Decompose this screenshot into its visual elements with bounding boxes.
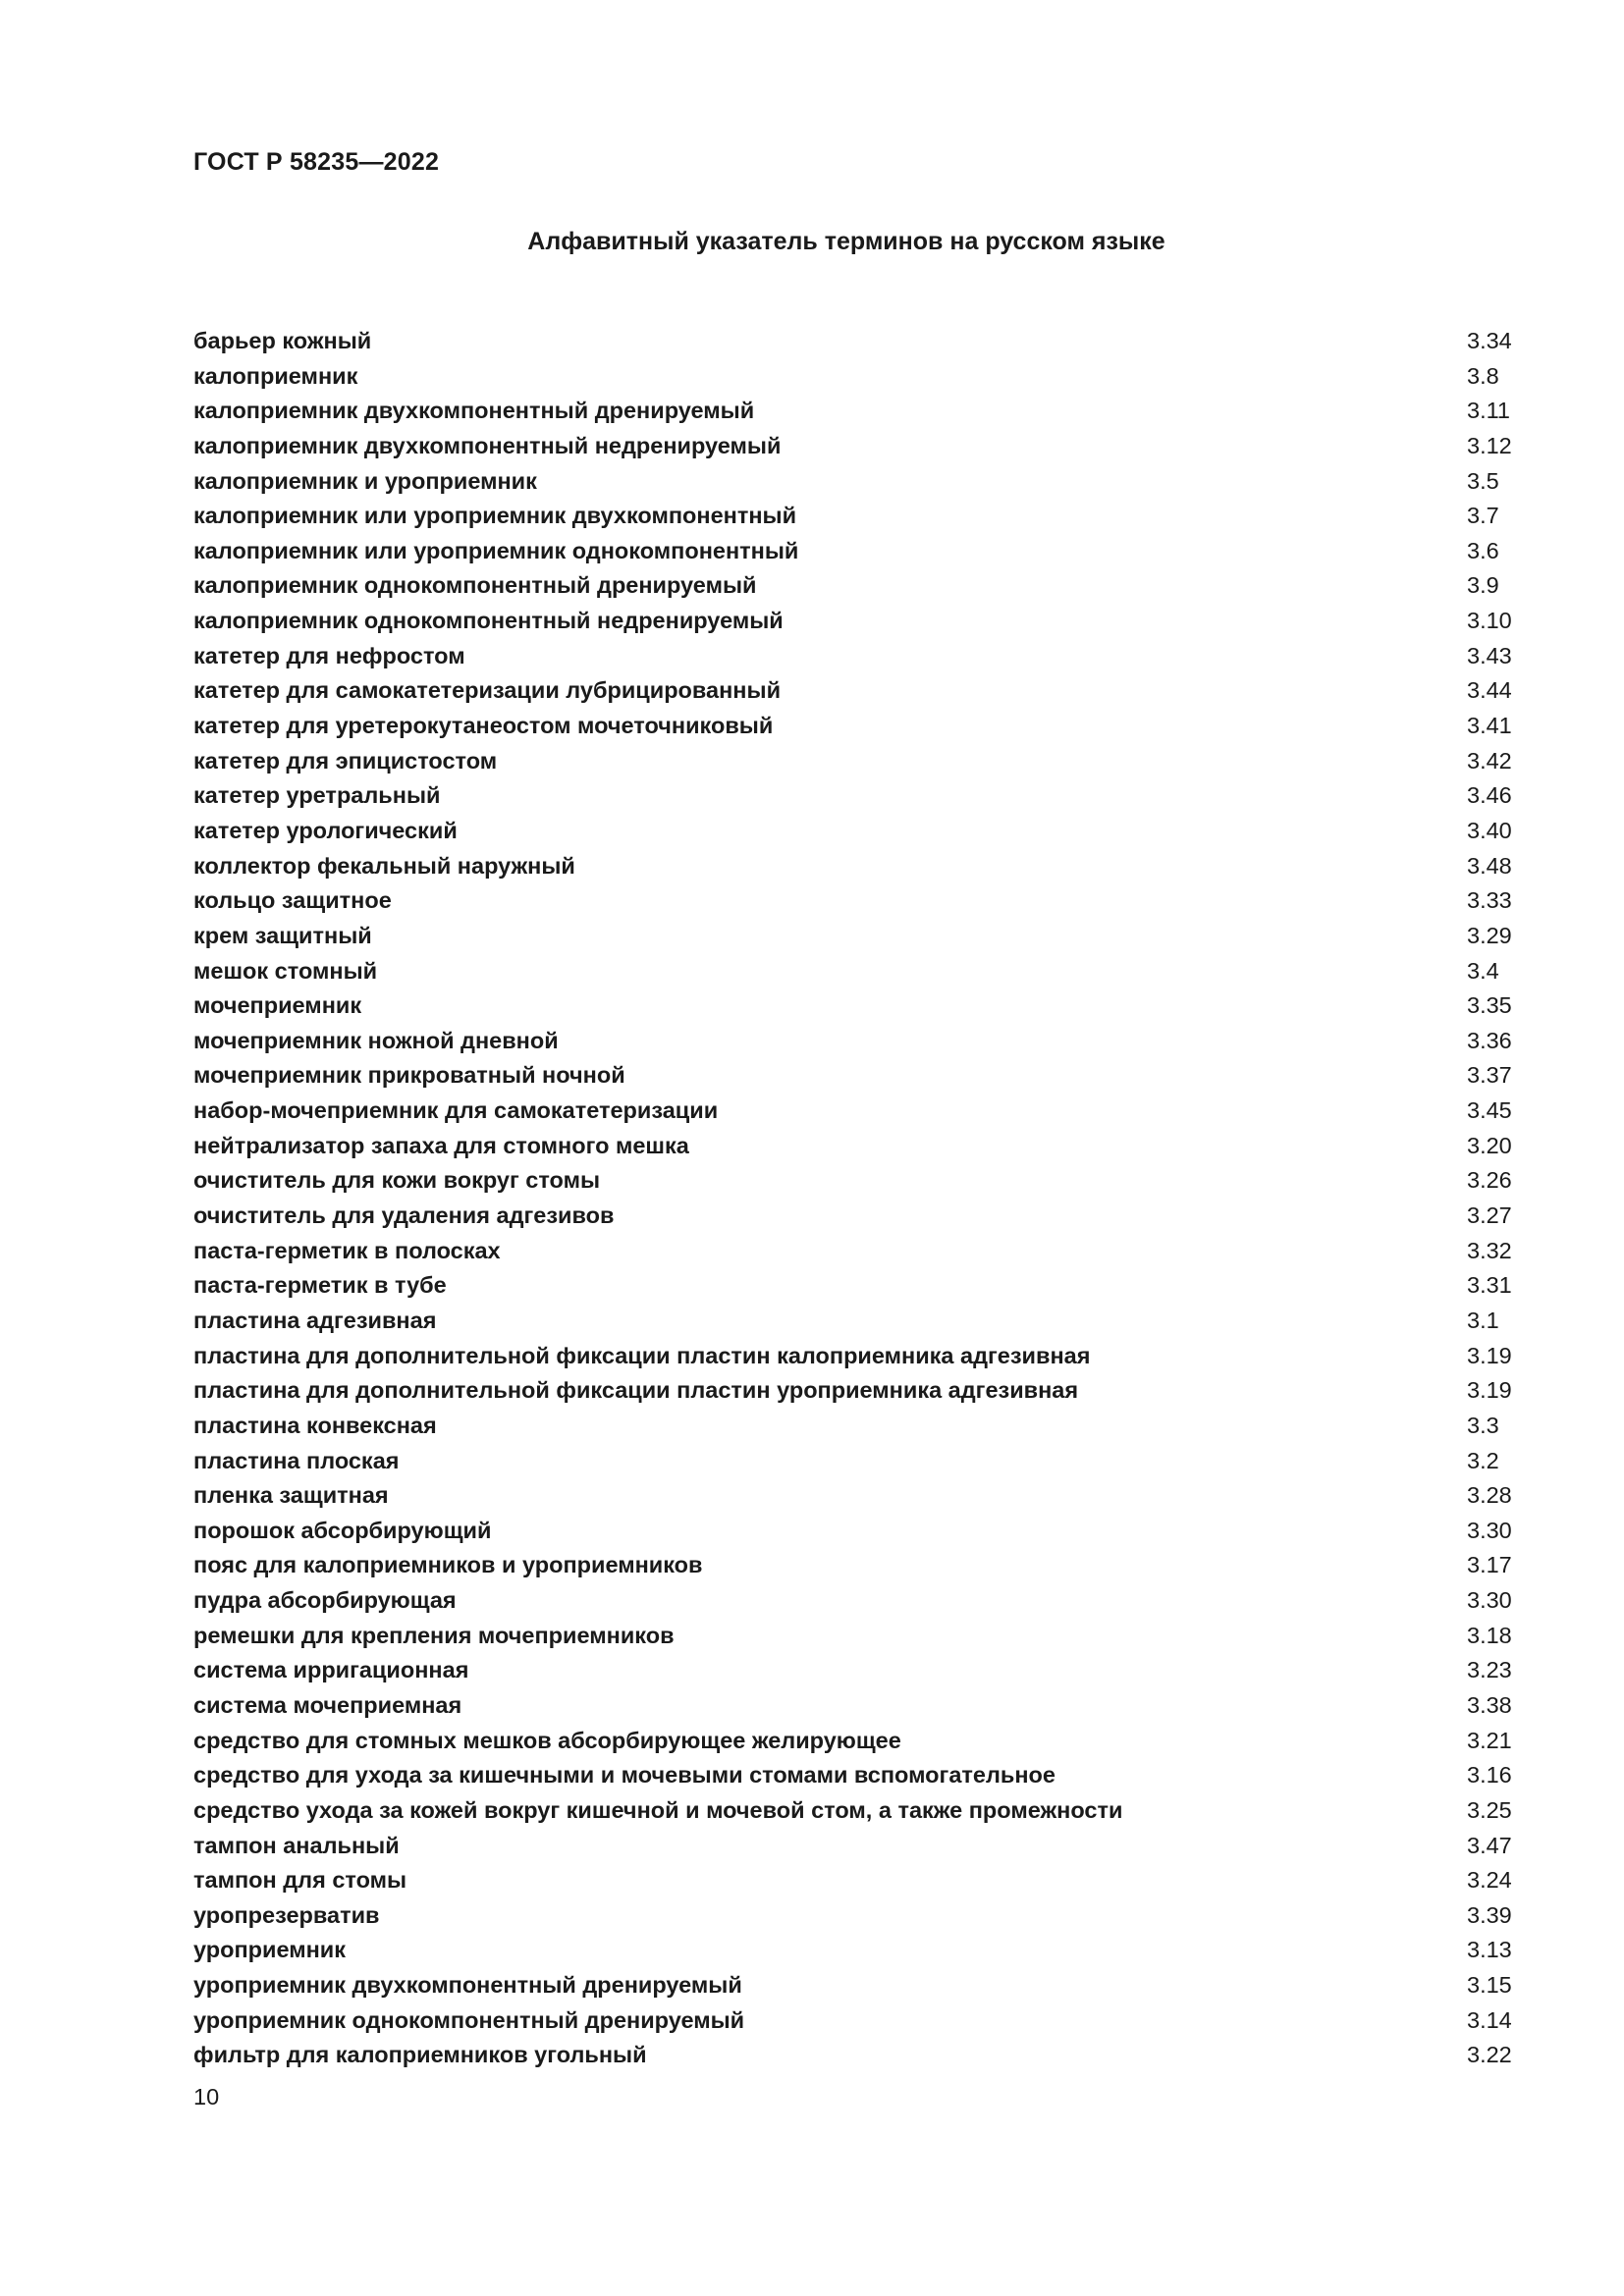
index-entry — [193, 1409, 1514, 1444]
index-entry — [193, 639, 1514, 674]
index-entry-term: калоприемник двухкомпонентный недренируемый — [193, 432, 782, 458]
index-entry-term: катетер урологический — [193, 817, 458, 843]
index-entry-ref: 3.10 — [1467, 608, 1512, 634]
index-entry-term: пластина конвексная — [193, 1412, 437, 1438]
index-entry — [193, 1863, 1514, 1898]
index-entry — [193, 429, 1514, 464]
index-entry-ref: 3.40 — [1467, 817, 1512, 843]
index-entry-term: пластина плоская — [193, 1447, 400, 1473]
index-entry — [193, 778, 1514, 814]
index-entry-term: очиститель для удаления адгезивов — [193, 1202, 615, 1229]
index-entry-term: пленка защитная — [193, 1482, 389, 1509]
index-entry — [193, 1268, 1514, 1304]
index-entry-term: фильтр для калоприемников угольный — [193, 2042, 647, 2068]
index-entry — [193, 1373, 1514, 1409]
index-entry — [193, 499, 1514, 534]
term-index-list — [193, 324, 1514, 2073]
index-title: Алфавитный указатель терминов на русском языке — [527, 228, 1165, 255]
index-entry-ref: 3.45 — [1467, 1097, 1512, 1124]
index-entry-term: мешок стомный — [193, 957, 378, 984]
index-entry-term: средство для стомных мешков абсорбирующее желирующее — [193, 1727, 901, 1753]
index-entry-term: катетер уретральный — [193, 782, 441, 809]
index-entry-ref: 3.14 — [1467, 2006, 1512, 2033]
index-entry — [193, 1933, 1514, 1968]
index-entry-term: тампон анальный — [193, 1832, 400, 1858]
index-entry-ref: 3.20 — [1467, 1132, 1512, 1158]
index-entry-ref: 3.19 — [1467, 1377, 1512, 1404]
index-entry — [193, 1619, 1514, 1654]
index-entry — [193, 709, 1514, 744]
index-entry — [193, 604, 1514, 639]
index-entry-ref: 3.25 — [1467, 1796, 1512, 1823]
index-entry-term: калоприемник однокомпонентный дренируемый — [193, 572, 757, 599]
index-entry-ref: 3.39 — [1467, 1901, 1512, 1928]
index-entry — [193, 1724, 1514, 1759]
index-entry-ref: 3.33 — [1467, 887, 1512, 914]
index-entry-ref: 3.47 — [1467, 1832, 1512, 1858]
index-entry-term: катетер для уретерокутанеостом мочеточниковый — [193, 713, 774, 739]
index-entry — [193, 1304, 1514, 1339]
index-entry — [193, 988, 1514, 1024]
index-entry-ref: 3.19 — [1467, 1342, 1512, 1368]
index-entry — [193, 1129, 1514, 1164]
index-entry — [193, 1793, 1514, 1829]
index-entry-ref: 3.15 — [1467, 1972, 1512, 1999]
index-entry-term: мочеприемник ножной дневной — [193, 1027, 559, 1053]
index-entry-ref: 3.37 — [1467, 1062, 1512, 1089]
index-entry-term: калоприемник и уроприемник — [193, 467, 537, 494]
index-entry — [193, 568, 1514, 604]
index-entry-ref: 3.11 — [1467, 398, 1510, 424]
index-entry-term: уроприемник — [193, 1937, 347, 1963]
index-entry-ref: 3.48 — [1467, 852, 1512, 879]
index-entry — [193, 849, 1514, 884]
index-entry — [193, 1514, 1514, 1549]
index-entry — [193, 464, 1514, 500]
index-entry-term: коллектор фекальный наружный — [193, 852, 575, 879]
index-entry-ref: 3.36 — [1467, 1027, 1512, 1053]
index-entry-ref: 3.34 — [1467, 328, 1512, 353]
index-entry-term: барьер кожный — [193, 328, 372, 353]
index-entry-ref: 3.42 — [1467, 747, 1512, 774]
index-entry-term: пудра абсорбирующая — [193, 1587, 457, 1614]
index-entry-ref: 3.23 — [1467, 1657, 1512, 1683]
index-entry-term: паста-герметик в полосках — [193, 1237, 501, 1263]
index-entry-ref: 3.12 — [1467, 432, 1512, 458]
index-entry-term: мочеприемник прикроватный ночной — [193, 1062, 625, 1089]
index-entry-ref: 3.6 — [1467, 537, 1499, 563]
index-entry-term: калоприемник — [193, 362, 358, 389]
index-entry-term: калоприемник или уроприемник двухкомпонентный — [193, 503, 797, 529]
index-entry-ref: 3.7 — [1467, 503, 1499, 529]
index-entry — [193, 1024, 1514, 1059]
index-entry — [193, 1583, 1514, 1619]
index-entry-term: пластина для дополнительной фиксации пластин уроприемника адгезивная — [193, 1377, 1079, 1404]
index-entry-ref: 3.31 — [1467, 1272, 1512, 1299]
index-entry-ref: 3.32 — [1467, 1237, 1512, 1263]
index-entry-ref: 3.8 — [1467, 362, 1499, 389]
index-entry — [193, 359, 1514, 395]
index-entry — [193, 1058, 1514, 1094]
index-entry — [193, 814, 1514, 849]
index-entry-ref: 3.9 — [1467, 572, 1499, 599]
index-entry — [193, 919, 1514, 954]
page-number: 10 — [193, 2084, 220, 2109]
index-entry-ref: 3.21 — [1467, 1727, 1512, 1753]
index-entry — [193, 394, 1514, 429]
index-entry-term: кольцо защитное — [193, 887, 392, 914]
index-entry-term: нейтрализатор запаха для стомного мешка — [193, 1132, 689, 1158]
index-entry-ref: 3.3 — [1467, 1412, 1499, 1438]
index-entry — [193, 1548, 1514, 1583]
index-entry-ref: 3.22 — [1467, 2042, 1512, 2068]
index-entry-ref: 3.46 — [1467, 782, 1512, 809]
index-entry-term: тампон для стомы — [193, 1867, 407, 1894]
index-entry-ref: 3.28 — [1467, 1482, 1512, 1509]
index-entry-ref: 3.1 — [1467, 1307, 1499, 1333]
index-entry-ref: 3.35 — [1467, 992, 1512, 1019]
index-entry-term: паста-герметик в тубе — [193, 1272, 447, 1299]
index-entry — [193, 1339, 1514, 1374]
index-entry-ref: 3.30 — [1467, 1587, 1512, 1614]
index-entry — [193, 2038, 1514, 2073]
index-entry-ref: 3.38 — [1467, 1691, 1512, 1718]
index-entry-ref: 3.18 — [1467, 1622, 1512, 1648]
index-entry — [193, 744, 1514, 779]
index-entry-ref: 3.26 — [1467, 1167, 1512, 1194]
index-entry-term: крем защитный — [193, 922, 372, 948]
index-entry-term: ремешки для крепления мочеприемников — [193, 1622, 675, 1648]
index-entry-ref: 3.4 — [1467, 957, 1499, 984]
index-entry — [193, 883, 1514, 919]
index-entry-ref: 3.24 — [1467, 1867, 1512, 1894]
index-entry-ref: 3.29 — [1467, 922, 1512, 948]
index-entry-ref: 3.30 — [1467, 1517, 1512, 1543]
index-entry — [193, 324, 1514, 359]
index-entry — [193, 1968, 1514, 2003]
index-entry-ref: 3.44 — [1467, 677, 1512, 704]
index-entry — [193, 1163, 1514, 1199]
index-entry-term: система ирригационная — [193, 1657, 469, 1683]
index-entry-term: калоприемник двухкомпонентный дренируемый — [193, 398, 755, 424]
index-entry-ref: 3.17 — [1467, 1552, 1512, 1578]
index-entry-term: калоприемник однокомпонентный недренируемый — [193, 608, 784, 634]
index-entry-term: уропрезерватив — [193, 1901, 380, 1928]
index-entry — [193, 1758, 1514, 1793]
index-entry — [193, 1199, 1514, 1234]
index-entry-term: пояс для калоприемников и уроприемников — [193, 1552, 703, 1578]
index-entry-ref: 3.27 — [1467, 1202, 1512, 1229]
index-entry-term: мочеприемник — [193, 992, 362, 1019]
index-entry-term: уроприемник двухкомпонентный дренируемый — [193, 1972, 742, 1999]
index-entry-term: набор-мочеприемник для самокатетеризации — [193, 1097, 719, 1124]
index-entry-term: катетер для нефростом — [193, 642, 465, 668]
index-entry — [193, 1829, 1514, 1864]
index-entry-ref: 3.13 — [1467, 1937, 1512, 1963]
index-entry — [193, 1094, 1514, 1129]
index-entry-term: катетер для самокатетеризации лубрицированный — [193, 677, 782, 704]
index-entry — [193, 1688, 1514, 1724]
index-entry-ref: 3.2 — [1467, 1447, 1499, 1473]
index-entry-ref: 3.16 — [1467, 1762, 1512, 1789]
index-entry-term: средство для ухода за кишечными и мочевыми стомами вспомогательное — [193, 1762, 1056, 1789]
index-entry-term: калоприемник или уроприемник однокомпонентный — [193, 537, 799, 563]
document-code: ГОСТ Р 58235—2022 — [193, 148, 440, 176]
index-entry — [193, 534, 1514, 569]
index-entry — [193, 1444, 1514, 1479]
index-entry-term: очиститель для кожи вокруг стомы — [193, 1167, 601, 1194]
index-entry — [193, 673, 1514, 709]
index-entry — [193, 2003, 1514, 2039]
index-entry-term: катетер для эпицистостом — [193, 747, 498, 774]
index-entry-ref: 3.41 — [1467, 713, 1512, 739]
index-entry-ref: 3.43 — [1467, 642, 1512, 668]
index-entry-term: пластина адгезивная — [193, 1307, 437, 1333]
index-entry-term: система мочеприемная — [193, 1691, 462, 1718]
index-entry-ref: 3.5 — [1467, 467, 1499, 494]
index-entry — [193, 954, 1514, 989]
index-entry-term: порошок абсорбирующий — [193, 1517, 492, 1543]
index-entry — [193, 1478, 1514, 1514]
index-entry — [193, 1898, 1514, 1934]
index-entry-term: средство ухода за кожей вокруг кишечной и мочевой стом, а также промежности — [193, 1796, 1123, 1823]
index-entry-term: уроприемник однокомпонентный дренируемый — [193, 2006, 745, 2033]
index-entry-term: пластина для дополнительной фиксации пластин калоприемника адгезивная — [193, 1342, 1091, 1368]
index-entry — [193, 1234, 1514, 1269]
index-entry — [193, 1653, 1514, 1688]
